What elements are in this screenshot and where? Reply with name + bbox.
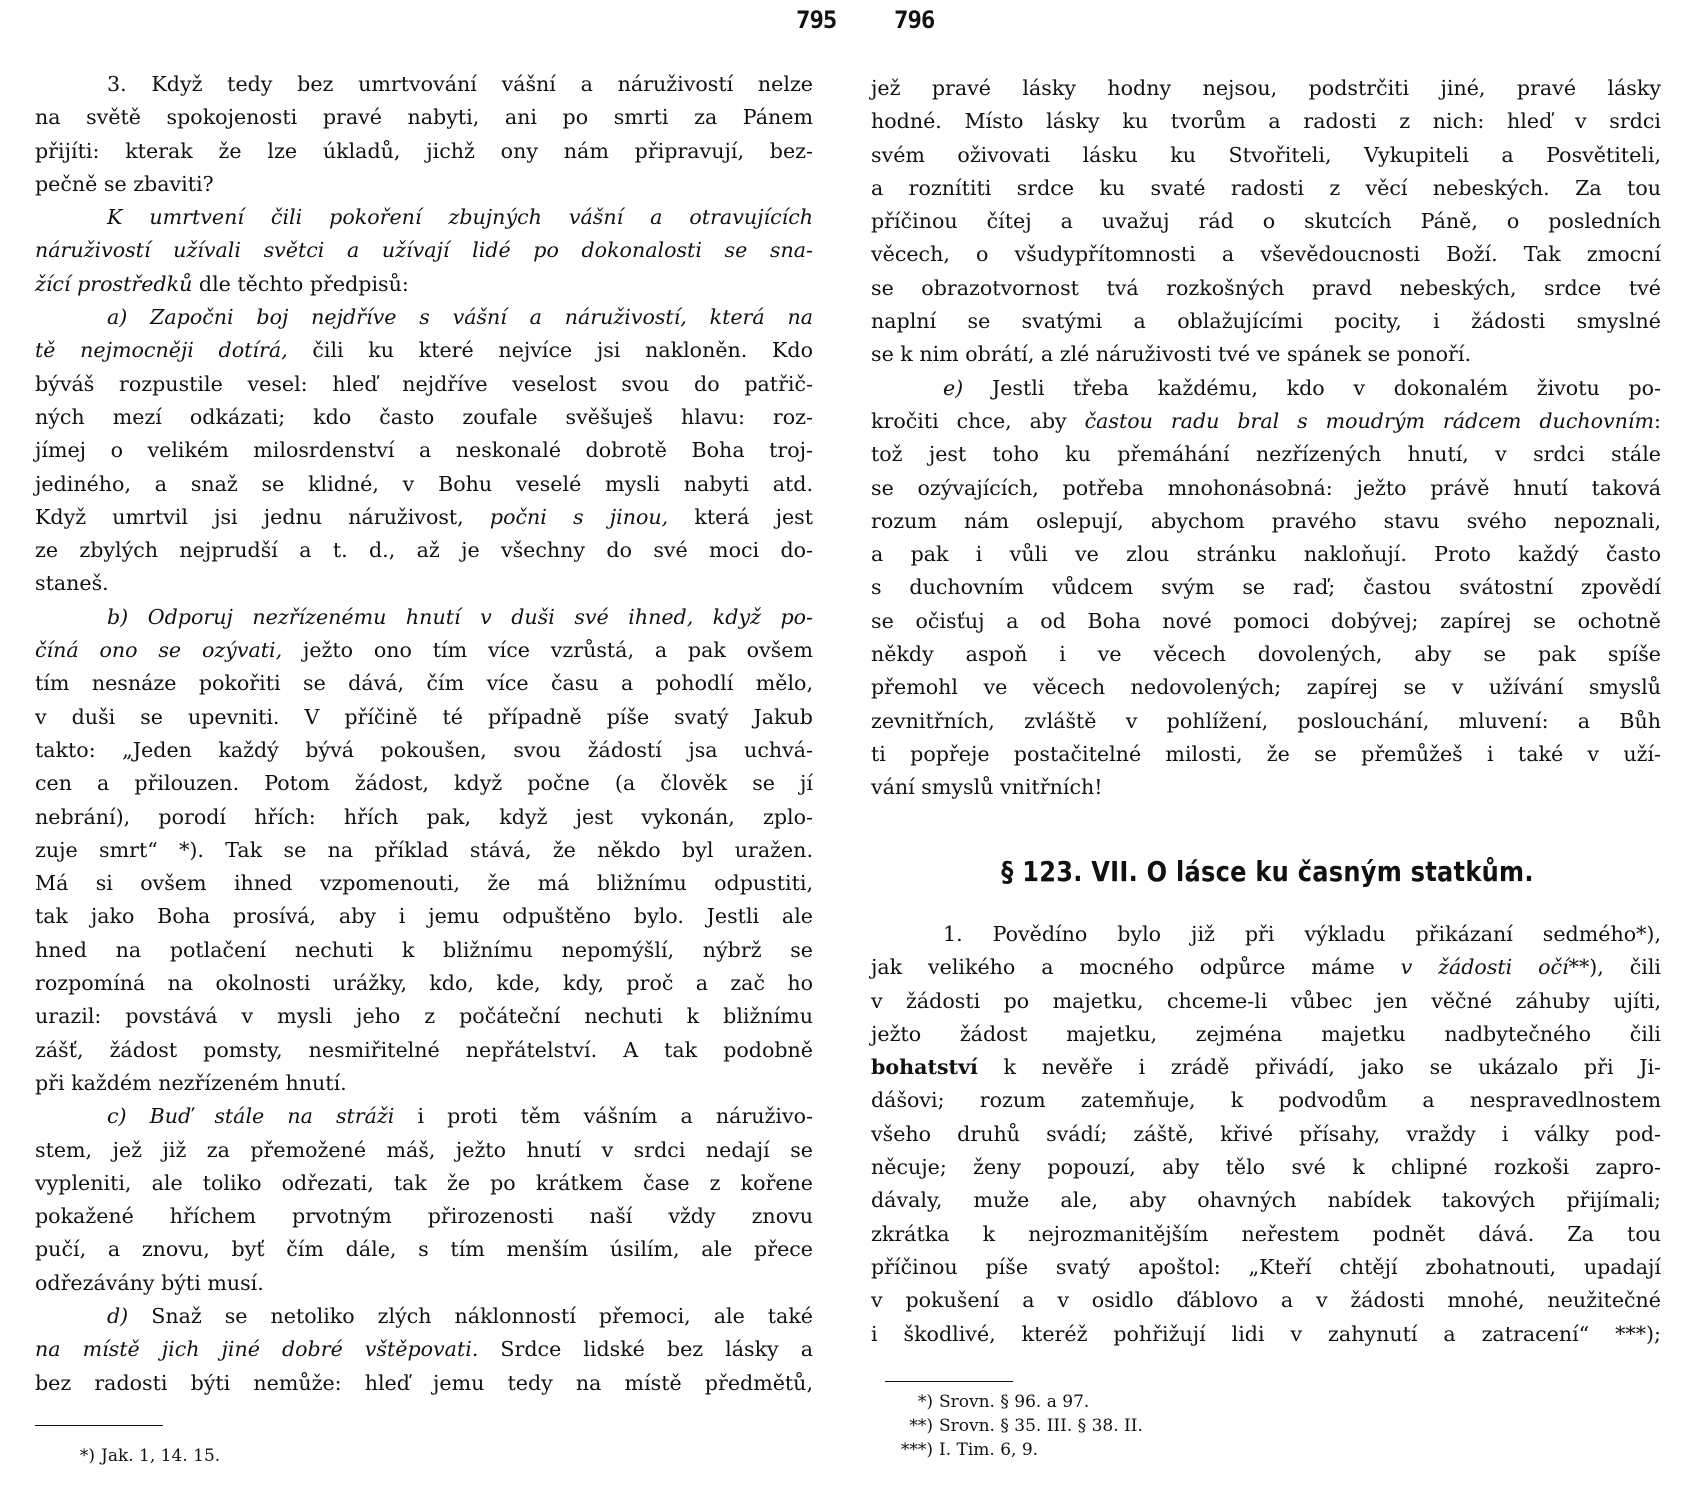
left-footnotes	[55, 1444, 220, 1468]
text-line: na světě spokojenosti pravé nabyti, ani po smrti za Pánem	[35, 105, 813, 130]
text-line: svém oživovati lásku ku Stvořiteli, Vykupiteli a Posvětiteli,	[871, 142, 1661, 167]
text-run: kročiti chce, aby	[871, 408, 1085, 433]
text-run: jak velikého a mocného odpůrce máme	[871, 955, 1401, 980]
text-line: i škodlivé, kteréž pohřižují lidi v zahynutí a zatracení“ ***);	[871, 1321, 1661, 1346]
text-line: 1. Povědíno bylo již při výkladu přikázaní sedmého*),	[943, 922, 1661, 946]
text-line	[35, 1100, 813, 1133]
text-line: s duchovním vůdcem svým se raď; častou svátostní zpovědí	[871, 575, 1661, 600]
text-run: v žádosti očí	[1400, 955, 1569, 980]
text-line: rozpomíná na okolnosti urážky, kdo, kde, kdy, proč a zač ho	[35, 971, 813, 996]
text-line: se očisťuj a od Boha nové pomoci dobývej; zapírej se ochotně	[871, 608, 1661, 633]
text-run: e)	[943, 375, 964, 400]
text-line: stem, jež již za přemožené máš, ježto hnutí v srdci nedají se	[35, 1137, 813, 1162]
text-line: v žádosti po majetku, chceme-li vůbec jen věčné záhuby ujíti,	[871, 988, 1661, 1013]
text-run: bohatství	[871, 1055, 978, 1080]
footnote-text: Jak. 1, 14. 15.	[101, 1446, 221, 1466]
text-line: věcech, o všudypřítomnosti a vševědoucnosti Boží. Tak zmocní	[871, 242, 1661, 267]
footnote-rule	[885, 1381, 1013, 1382]
footnote-text: I. Tim. 6, 9.	[939, 1440, 1039, 1460]
text-line: se obrazotvornost tvá rozkošných pravd nebeských, srdce tvé	[871, 275, 1661, 300]
text-line: dášovi; rozum zatemňuje, k podvodům a nespravedlnostem	[871, 1088, 1661, 1113]
footnote-mark: *)	[917, 1392, 933, 1412]
text-line: všeho druhů svádí; záště, křivé přísahy, vraždy i války pod-	[871, 1121, 1661, 1146]
text-run: :	[1654, 408, 1661, 433]
text-run: a) Započni boj nejdříve s vášní a náruživostí, která na	[107, 305, 813, 330]
text-line: Má si ovšem ihned vzpomenouti, že má bližnímu odpustiti,	[35, 871, 813, 896]
text-run: na místě jich jiné dobré vštěpovati.	[35, 1337, 479, 1362]
text-line: zevnitřních, zvláště v pohlížení, poslouchání, mluvení: a Bůh	[871, 708, 1661, 733]
text-line: ze zbylých nejprudší a t. d., až je všechny do své moci do-	[35, 538, 813, 563]
text-run: dle těchto předpisů:	[192, 271, 409, 296]
left-page-body	[35, 68, 813, 1400]
footnote	[55, 1444, 220, 1468]
text-run: Když umrtvil jsi jednu náruživost,	[35, 504, 490, 529]
text-line: vypleniti, ale toliko odřezati, tak že po krátkem čase z kořene	[35, 1170, 813, 1195]
page-number: 795	[796, 6, 837, 34]
section-body	[871, 918, 1661, 1351]
text-run: tě nejmocněji dotírá,	[35, 338, 288, 363]
text-line: se k nim obrátí, a zlé náruživosti tvé ve spánek se ponoří.	[871, 342, 1472, 367]
text-line: naplní se svatými a oblažujícími pocity, i žádosti smyslné	[871, 309, 1661, 334]
text-line: při každém nezřízeném hnutí.	[35, 1070, 347, 1095]
text-line: příčinou čítej a uvažuj rád o skutcích Páně, o posledních	[871, 209, 1661, 234]
text-line: dávaly, muže ale, aby ohavných nabídek takových přijímali;	[871, 1188, 1661, 1213]
text-line	[35, 334, 813, 367]
text-line: něcuje; ženy popouzí, aby tělo své k chlipné rozkoši zapro-	[871, 1155, 1661, 1180]
footnote	[893, 1390, 1143, 1414]
text-line	[871, 372, 1661, 405]
text-line	[35, 1300, 813, 1333]
text-line: 3. Když tedy bez umrtvování vášní a náruživostí nelze	[107, 72, 813, 96]
text-run: žící prostředků	[35, 271, 193, 296]
text-run: čili ku které nejvíce jsi nakloněn. Kdo	[287, 338, 813, 363]
text-line: se ozývajících, potřeba mnohonásobná: ježto právě hnutí taková	[871, 475, 1661, 500]
footnote-mark: **)	[909, 1416, 933, 1436]
text-run: Snaž se netoliko zlých náklonností přemoci, ale také	[128, 1303, 813, 1328]
text-line: hned na potlačení nechuti k bližnímu nepomýšlí, nýbrž se	[35, 937, 813, 962]
section-heading: § 123. VII. O lásce ku časným statkům.	[1001, 855, 1534, 888]
text-line: a roznítiti srdce ku svaté radosti z věcí nebeských. Za tou	[871, 175, 1661, 200]
footnote-mark: ***)	[900, 1440, 933, 1460]
text-run: k nevěře i zrádě přivádí, jako se ukázalo při Ji-	[977, 1055, 1661, 1080]
text-line: urazil: povstává v mysli jeho z počáteční nechuti k bližnímu	[35, 1004, 813, 1029]
text-run: **), čili	[1568, 955, 1661, 980]
text-line: tím nesnáze pokořiti se dává, čím více času a pohodlí mělo,	[35, 671, 813, 696]
text-line: v duši se upevniti. V příčině té případně píše svatý Jakub	[35, 704, 813, 729]
text-line	[35, 301, 813, 334]
text-line: staneš.	[35, 571, 109, 596]
text-line: vání smyslů vnitřních!	[871, 775, 1103, 800]
text-line: ných mezí odkázati; kdo často zoufale svěšuješ hlavu: roz-	[35, 404, 813, 429]
text-line: rozum nám oslepují, abychom pravého stavu svého nepoznali,	[871, 508, 1661, 533]
footnote-rule	[35, 1425, 163, 1426]
text-run: číná ono se ozývati,	[35, 638, 283, 663]
text-line: nebrání), porodí hřích: hřích pak, když jest vykonán, zplo-	[35, 804, 813, 829]
text-line	[35, 1333, 813, 1366]
text-line: jímej o velikém milosrdenství a neskonalé dobrotě Boha troj-	[35, 438, 813, 463]
text-line: náruživostí užívali světci a užívají lidé po dokonalosti se sna-	[35, 238, 813, 263]
text-run: i proti těm vášním a náruživo-	[394, 1104, 813, 1129]
text-line	[35, 268, 813, 301]
text-line: pečně se zbaviti?	[35, 171, 214, 196]
text-line: pokažené hříchem prvotným přirozenosti naší vždy znovu	[35, 1204, 813, 1229]
text-run: b) Odporuj nezřízenému hnutí v duši své ihned, když po-	[107, 604, 813, 629]
text-line: zuje smrt“ *). Tak se na příklad stává, že někdo byl uražen.	[35, 837, 813, 862]
text-line: jež pravé lásky hodny nejsou, podstrčiti jiné, pravé lásky	[871, 76, 1661, 100]
right-page-body	[871, 72, 1661, 805]
text-line: příčinou píše svatý apoštol: „Kteří chtějí zbohatnouti, upadají	[871, 1254, 1661, 1279]
text-line: cen a přilouzen. Potom žádost, když počne (a člověk se jí	[35, 771, 813, 796]
text-run: Jestli třeba každému, kdo v dokonalém životu po-	[963, 375, 1661, 400]
text-line	[871, 1051, 1661, 1084]
text-run: ježto ono tím více vzrůstá, a pak ovšem	[282, 638, 814, 663]
text-line: býváš rozpustile vesel: hleď nejdříve veselost svou do patřič-	[35, 371, 813, 396]
text-line	[35, 634, 813, 667]
text-line: hodné. Místo lásky ku tvorům a radosti z nich: hleď v srdci	[871, 109, 1661, 134]
text-line	[871, 405, 1661, 438]
footnote-text: Srovn. § 96. a 97.	[939, 1392, 1090, 1412]
text-line: přemohl ve věcech nedovolených; zapírej se v užívání smyslů	[871, 675, 1661, 700]
footnote	[893, 1438, 1143, 1462]
text-line: K umrtvení čili pokoření zbujných vášní a otravujících	[107, 205, 813, 230]
text-line: odřezávány býti musí.	[35, 1270, 264, 1295]
text-line: tak jako Boha prosívá, aby i jemu odpuštěno bylo. Jestli ale	[35, 904, 813, 929]
text-run: c) Buď stále na stráži	[107, 1104, 395, 1129]
text-line: ti popřeje postačitelné milosti, že se přemůžeš i také v uží-	[871, 741, 1661, 766]
text-run: častou radu bral s moudrým rádcem duchovním	[1084, 408, 1655, 433]
text-line: pučí, a znovu, byť čím dále, s tím menším úsilím, ale přece	[35, 1237, 813, 1262]
text-line: ježto žádost majetku, zejména majetku nadbytečného čili	[871, 1021, 1661, 1046]
text-line: v pokušení a v osidlo ďáblovo a v žádosti mnohé, neužitečné	[871, 1288, 1661, 1313]
text-line	[35, 601, 813, 634]
text-line: bez radosti býti nemůže: hleď jemu tedy na místě předmětů,	[35, 1370, 813, 1395]
footnote-text: Srovn. § 35. III. § 38. II.	[939, 1416, 1143, 1436]
text-line: někdy aspoň i ve věcech dovolených, aby se pak spíše	[871, 642, 1661, 667]
text-line: zkrátka k nejrozmanitějším neřestem podnět dává. Za tou	[871, 1221, 1661, 1246]
text-run: počni s jinou,	[489, 504, 669, 529]
right-footnotes	[893, 1390, 1143, 1462]
footnote	[893, 1414, 1143, 1438]
text-run: d)	[107, 1303, 129, 1328]
text-line: a pak i vůli ve zlou stránku nakloňují. Proto každý často	[871, 542, 1661, 567]
text-run: která jest	[668, 504, 813, 529]
text-line: jediného, a snaž se klidné, v Bohu veselé mysli nabyti atd.	[35, 471, 813, 496]
text-line: takto: „Jeden každý bývá pokoušen, svou žádostí jsa uchvá-	[35, 737, 813, 762]
text-run: Srdce lidské bez lásky a	[478, 1337, 813, 1362]
page-number: 796	[894, 6, 935, 34]
text-line: přijíti: kterak že lze úkladů, jichž ony nám připravují, bez-	[35, 138, 813, 163]
text-line	[871, 951, 1661, 984]
footnote-mark: *)	[79, 1446, 95, 1466]
right-page	[845, 0, 1690, 1500]
text-line: tož jest toho ku přemáhání nezřízených hnutí, v srdci stále	[871, 442, 1661, 467]
text-line: zášť, žádost pomsty, nesmiřitelné nepřátelství. A tak podobně	[35, 1037, 813, 1062]
text-line	[35, 501, 813, 534]
